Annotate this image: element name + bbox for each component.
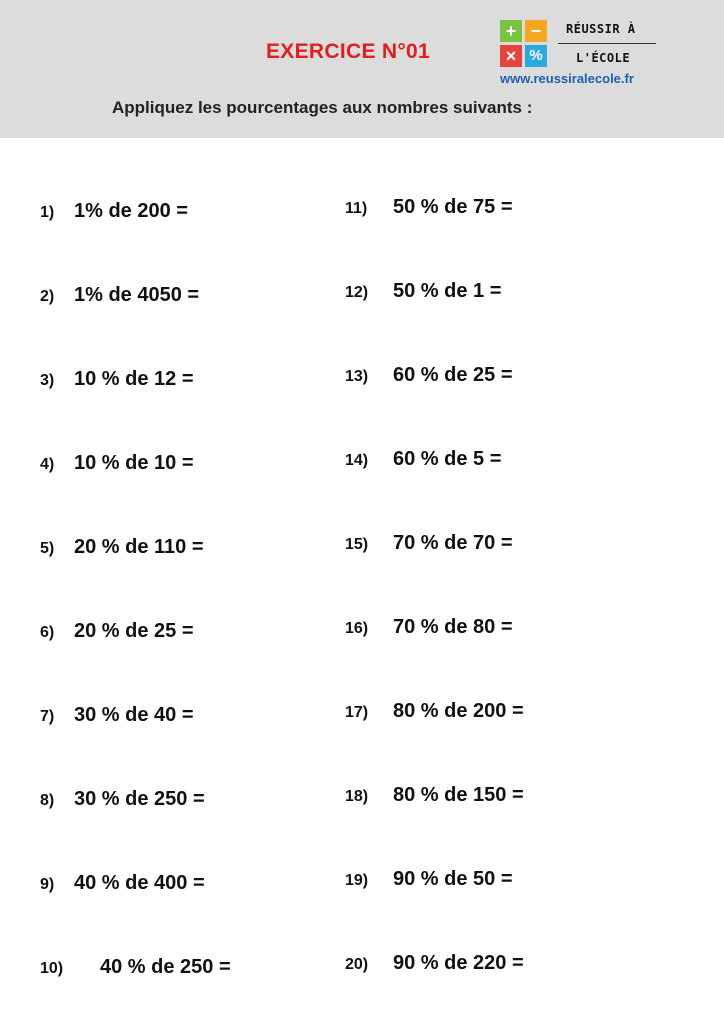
logo-top-text: RÉUSSIR À	[566, 22, 636, 36]
exercise-number: 1)	[40, 204, 55, 221]
logo	[496, 16, 664, 86]
exercise-number: 8)	[40, 792, 55, 809]
exercise-expression: 80 % de 200 =	[393, 700, 524, 722]
exercise-right-4	[345, 448, 501, 471]
exercise-number: 10)	[40, 960, 64, 977]
exercise-expression: 20 % de 110 =	[74, 536, 204, 558]
exercise-number: 17)	[345, 704, 369, 721]
exercise-right-3	[345, 364, 513, 387]
exercise-expression: 10 % de 10 =	[74, 452, 194, 474]
exercise-expression: 60 % de 25 =	[393, 364, 513, 386]
exercise-left-3	[40, 368, 194, 391]
exercise-left-9	[40, 872, 205, 895]
exercise-left-4	[40, 452, 194, 475]
exercise-expression: 70 % de 70 =	[393, 532, 513, 554]
exercise-expression: 90 % de 50 =	[393, 868, 513, 890]
exercise-right-2	[345, 280, 501, 303]
exercise-number: 13)	[345, 368, 369, 385]
header-band	[0, 0, 724, 138]
times-icon: ×	[500, 45, 522, 67]
exercise-expression: 30 % de 250 =	[74, 788, 205, 810]
exercise-number: 20)	[345, 956, 369, 973]
exercise-expression: 90 % de 220 =	[393, 952, 524, 974]
logo-url[interactable]: www.reussiralecole.fr	[500, 71, 634, 86]
exercise-right-6	[345, 616, 513, 639]
exercise-expression: 60 % de 5 =	[393, 448, 502, 470]
exercise-expression: 20 % de 25 =	[74, 620, 194, 642]
exercise-left-8	[40, 788, 205, 811]
exercise-number: 11)	[345, 200, 368, 217]
logo-bottom-text: L'ÉCOLE	[576, 51, 631, 65]
exercise-expression: 40 % de 250 =	[100, 956, 231, 978]
exercise-number: 18)	[345, 788, 369, 805]
exercise-right-8	[345, 784, 524, 807]
exercise-right-7	[345, 700, 524, 723]
exercise-expression: 30 % de 40 =	[74, 704, 194, 726]
exercise-expression: 50 % de 75 =	[393, 196, 513, 218]
exercise-number: 7)	[40, 708, 55, 725]
exercise-right-9	[345, 868, 513, 891]
exercise-left-5	[40, 536, 204, 559]
exercise-right-10	[345, 952, 524, 975]
exercise-number: 16)	[345, 620, 369, 637]
exercise-number: 12)	[345, 284, 369, 301]
exercise-left-10	[40, 956, 231, 979]
percent-icon: %	[525, 45, 547, 67]
exercise-expression: 80 % de 150 =	[393, 784, 524, 806]
exercise-expression: 70 % de 80 =	[393, 616, 513, 638]
exercise-expression: 50 % de 1 =	[393, 280, 502, 302]
exercise-number: 15)	[345, 536, 369, 553]
exercise-expression: 10 % de 12 =	[74, 368, 194, 390]
logo-divider	[558, 43, 656, 44]
exercise-number: 9)	[40, 876, 55, 893]
exercise-number: 19)	[345, 872, 369, 889]
exercise-right-5	[345, 532, 513, 555]
exercise-expression: 1% de 4050 =	[74, 284, 200, 306]
plus-icon: +	[500, 20, 522, 42]
minus-icon: −	[525, 20, 547, 42]
exercise-left-6	[40, 620, 194, 643]
exercise-expression: 40 % de 400 =	[74, 872, 205, 894]
exercise-expression: 1% de 200 =	[74, 200, 188, 222]
instructions: Appliquez les pourcentages aux nombres suivants :	[112, 98, 533, 117]
exercise-left-2	[40, 284, 199, 307]
exercise-number: 2)	[40, 288, 55, 305]
exercise-number: 6)	[40, 624, 55, 641]
logo-symbol-grid	[500, 20, 548, 68]
page-title: EXERCICE N°01	[266, 40, 431, 63]
exercise-number: 4)	[40, 456, 55, 473]
exercise-number: 5)	[40, 540, 55, 557]
exercise-left-7	[40, 704, 194, 727]
exercise-left-1	[40, 200, 188, 223]
exercise-number: 14)	[345, 452, 369, 469]
exercise-right-1	[345, 196, 513, 219]
exercise-number: 3)	[40, 372, 55, 389]
